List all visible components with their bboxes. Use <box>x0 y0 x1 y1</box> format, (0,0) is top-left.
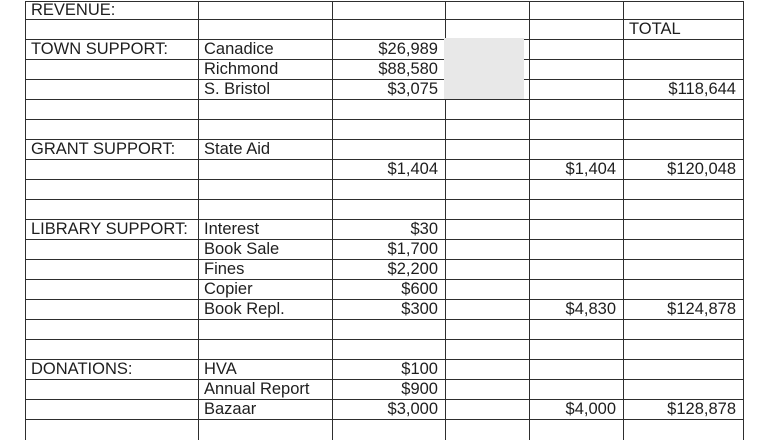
cell-r19-c2: HVA <box>199 359 333 379</box>
cell-r14-c3: $2,200 <box>333 259 446 279</box>
cell-r15-c2: Copier <box>199 279 333 299</box>
cell-r21-c1 <box>26 399 199 419</box>
cell-r3-c5 <box>530 39 624 59</box>
cell-r9-c4 <box>446 159 530 179</box>
table-row-3 <box>26 39 744 59</box>
cell-r13-c2: Book Sale <box>199 239 333 259</box>
cell-r12-c5 <box>530 219 624 239</box>
cell-r13-c6 <box>624 239 744 259</box>
cell-r14-c2: Fines <box>199 259 333 279</box>
cell-r15-c6 <box>624 279 744 299</box>
cell-r10-c2 <box>199 179 333 199</box>
cell-r9-c2 <box>199 159 333 179</box>
cell-r10-c3 <box>333 179 446 199</box>
cell-r8-c1: GRANT SUPPORT: <box>26 139 199 159</box>
cell-r20-c4 <box>446 379 530 399</box>
cell-r11-c2 <box>199 199 333 219</box>
cell-r12-c1: LIBRARY SUPPORT: <box>26 219 199 239</box>
cell-r20-c3: $900 <box>333 379 446 399</box>
cell-r19-c6 <box>624 359 744 379</box>
cell-r14-c5 <box>530 259 624 279</box>
cell-r12-c3: $30 <box>333 219 446 239</box>
table-row-5 <box>26 79 744 99</box>
table-row-10 <box>26 179 744 199</box>
table-row-6 <box>26 99 744 119</box>
cell-r1-c2 <box>199 2 333 20</box>
cell-r20-c2: Annual Report <box>199 379 333 399</box>
cell-r3-c3: $26,989 <box>333 39 446 59</box>
table-row-12 <box>26 219 744 239</box>
cell-r4-c6 <box>624 59 744 79</box>
cell-r17-c6 <box>624 319 744 339</box>
cell-r16-c6: $124,878 <box>624 299 744 319</box>
cell-r7-c3 <box>333 119 446 139</box>
cell-r2-c3 <box>333 19 446 39</box>
cell-r3-c1: TOWN SUPPORT: <box>26 39 199 59</box>
cell-r16-c5: $4,830 <box>530 299 624 319</box>
cell-r9-c5: $1,404 <box>530 159 624 179</box>
table-row-7 <box>26 119 744 139</box>
cell-r15-c1 <box>26 279 199 299</box>
cell-r5-c3: $3,075 <box>333 79 446 99</box>
cell-r18-c1 <box>26 339 199 359</box>
cell-r1-c4 <box>446 2 530 20</box>
cell-r19-c4 <box>446 359 530 379</box>
table-row-17 <box>26 319 744 339</box>
table-row-18 <box>26 339 744 359</box>
cell-r13-c3: $1,700 <box>333 239 446 259</box>
cell-r17-c3 <box>333 319 446 339</box>
cell-r7-c1 <box>26 119 199 139</box>
cell-r21-c3: $3,000 <box>333 399 446 419</box>
cell-r22-c3 <box>333 419 446 440</box>
cell-r10-c4 <box>446 179 530 199</box>
cell-r4-c3: $88,580 <box>333 59 446 79</box>
cell-r15-c4 <box>446 279 530 299</box>
cell-r22-c6 <box>624 419 744 440</box>
cell-r7-c2 <box>199 119 333 139</box>
cell-r10-c5 <box>530 179 624 199</box>
cell-r1-c1: REVENUE: <box>26 2 199 20</box>
cell-r2-c2 <box>199 19 333 39</box>
cell-r18-c4 <box>446 339 530 359</box>
table-row-20 <box>26 379 744 399</box>
cell-r15-c5 <box>530 279 624 299</box>
cell-r8-c5 <box>530 139 624 159</box>
cell-r3-c2: Canadice <box>199 39 333 59</box>
cell-r7-c5 <box>530 119 624 139</box>
cell-r20-c6 <box>624 379 744 399</box>
cell-r15-c3: $600 <box>333 279 446 299</box>
cell-r5-c1 <box>26 79 199 99</box>
cell-r1-c5 <box>530 2 624 20</box>
cell-r13-c4 <box>446 239 530 259</box>
cell-r6-c2 <box>199 99 333 119</box>
cell-r16-c1 <box>26 299 199 319</box>
cell-r6-c1 <box>26 99 199 119</box>
revenue-table <box>25 1 744 440</box>
cell-r18-c2 <box>199 339 333 359</box>
cell-r20-c1 <box>26 379 199 399</box>
cell-r17-c5 <box>530 319 624 339</box>
table-row-16 <box>26 299 744 319</box>
cell-r21-c4 <box>446 399 530 419</box>
table-row-9 <box>26 159 744 179</box>
cell-r12-c4 <box>446 219 530 239</box>
cell-r2-c5 <box>530 19 624 39</box>
cell-r6-c3 <box>333 99 446 119</box>
table-row-14 <box>26 259 744 279</box>
cell-r4-c1 <box>26 59 199 79</box>
cell-r2-c1 <box>26 19 199 39</box>
cell-r9-c3: $1,404 <box>333 159 446 179</box>
table-row-8 <box>26 139 744 159</box>
cell-r22-c4 <box>446 419 530 440</box>
cell-r1-c6 <box>624 2 744 20</box>
cell-r10-c1 <box>26 179 199 199</box>
table-row-13 <box>26 239 744 259</box>
cell-r8-c2: State Aid <box>199 139 333 159</box>
cell-r21-c2: Bazaar <box>199 399 333 419</box>
cell-r4-c2: Richmond <box>199 59 333 79</box>
cell-r17-c1 <box>26 319 199 339</box>
cell-r22-c2 <box>199 419 333 440</box>
cell-r8-c3 <box>333 139 446 159</box>
cell-r17-c2 <box>199 319 333 339</box>
table-row-19 <box>26 359 744 379</box>
cell-r13-c5 <box>530 239 624 259</box>
cell-r16-c4 <box>446 299 530 319</box>
cell-r14-c1 <box>26 259 199 279</box>
cell-r18-c3 <box>333 339 446 359</box>
cell-r5-c2: S. Bristol <box>199 79 333 99</box>
cell-r19-c1: DONATIONS: <box>26 359 199 379</box>
cell-r4-c5 <box>530 59 624 79</box>
cell-r9-c1 <box>26 159 199 179</box>
table-row-22 <box>26 419 744 440</box>
cell-r12-c2: Interest <box>199 219 333 239</box>
cell-r8-c6 <box>624 139 744 159</box>
cell-r6-c5 <box>530 99 624 119</box>
cell-r11-c3 <box>333 199 446 219</box>
cell-r21-c6: $128,878 <box>624 399 744 419</box>
cell-r12-c6 <box>624 219 744 239</box>
cell-r7-c6 <box>624 119 744 139</box>
cell-r22-c5 <box>530 419 624 440</box>
cell-r7-c4 <box>446 119 530 139</box>
cell-r16-c3: $300 <box>333 299 446 319</box>
cell-r20-c5 <box>530 379 624 399</box>
cell-r6-c6 <box>624 99 744 119</box>
cell-r11-c6 <box>624 199 744 219</box>
cell-r19-c3: $100 <box>333 359 446 379</box>
cell-r14-c6 <box>624 259 744 279</box>
cell-r13-c1 <box>26 239 199 259</box>
cell-r11-c4 <box>446 199 530 219</box>
cell-r22-c1 <box>26 419 199 440</box>
cell-r1-c3 <box>333 2 446 20</box>
cell-r17-c4 <box>446 319 530 339</box>
cell-r10-c6 <box>624 179 744 199</box>
cell-r19-c5 <box>530 359 624 379</box>
cell-r5-c6: $118,644 <box>624 79 744 99</box>
table-row-2 <box>26 19 744 39</box>
cell-r3-c6 <box>624 39 744 59</box>
table-row-4 <box>26 59 744 79</box>
cell-r18-c5 <box>530 339 624 359</box>
cell-r18-c6 <box>624 339 744 359</box>
cell-r11-c1 <box>26 199 199 219</box>
cell-r5-c5 <box>530 79 624 99</box>
table-row-11 <box>26 199 744 219</box>
gray-patch-overlay <box>444 38 524 99</box>
table-row-21 <box>26 399 744 419</box>
cell-r11-c5 <box>530 199 624 219</box>
cell-r2-c6: TOTAL <box>624 19 744 39</box>
cell-r21-c5: $4,000 <box>530 399 624 419</box>
cell-r16-c2: Book Repl. <box>199 299 333 319</box>
table-row-15 <box>26 279 744 299</box>
cell-r6-c4 <box>446 99 530 119</box>
cell-r14-c4 <box>446 259 530 279</box>
table-row-1 <box>26 2 744 20</box>
cell-r2-c4 <box>446 19 530 39</box>
cell-r9-c6: $120,048 <box>624 159 744 179</box>
cell-r8-c4 <box>446 139 530 159</box>
